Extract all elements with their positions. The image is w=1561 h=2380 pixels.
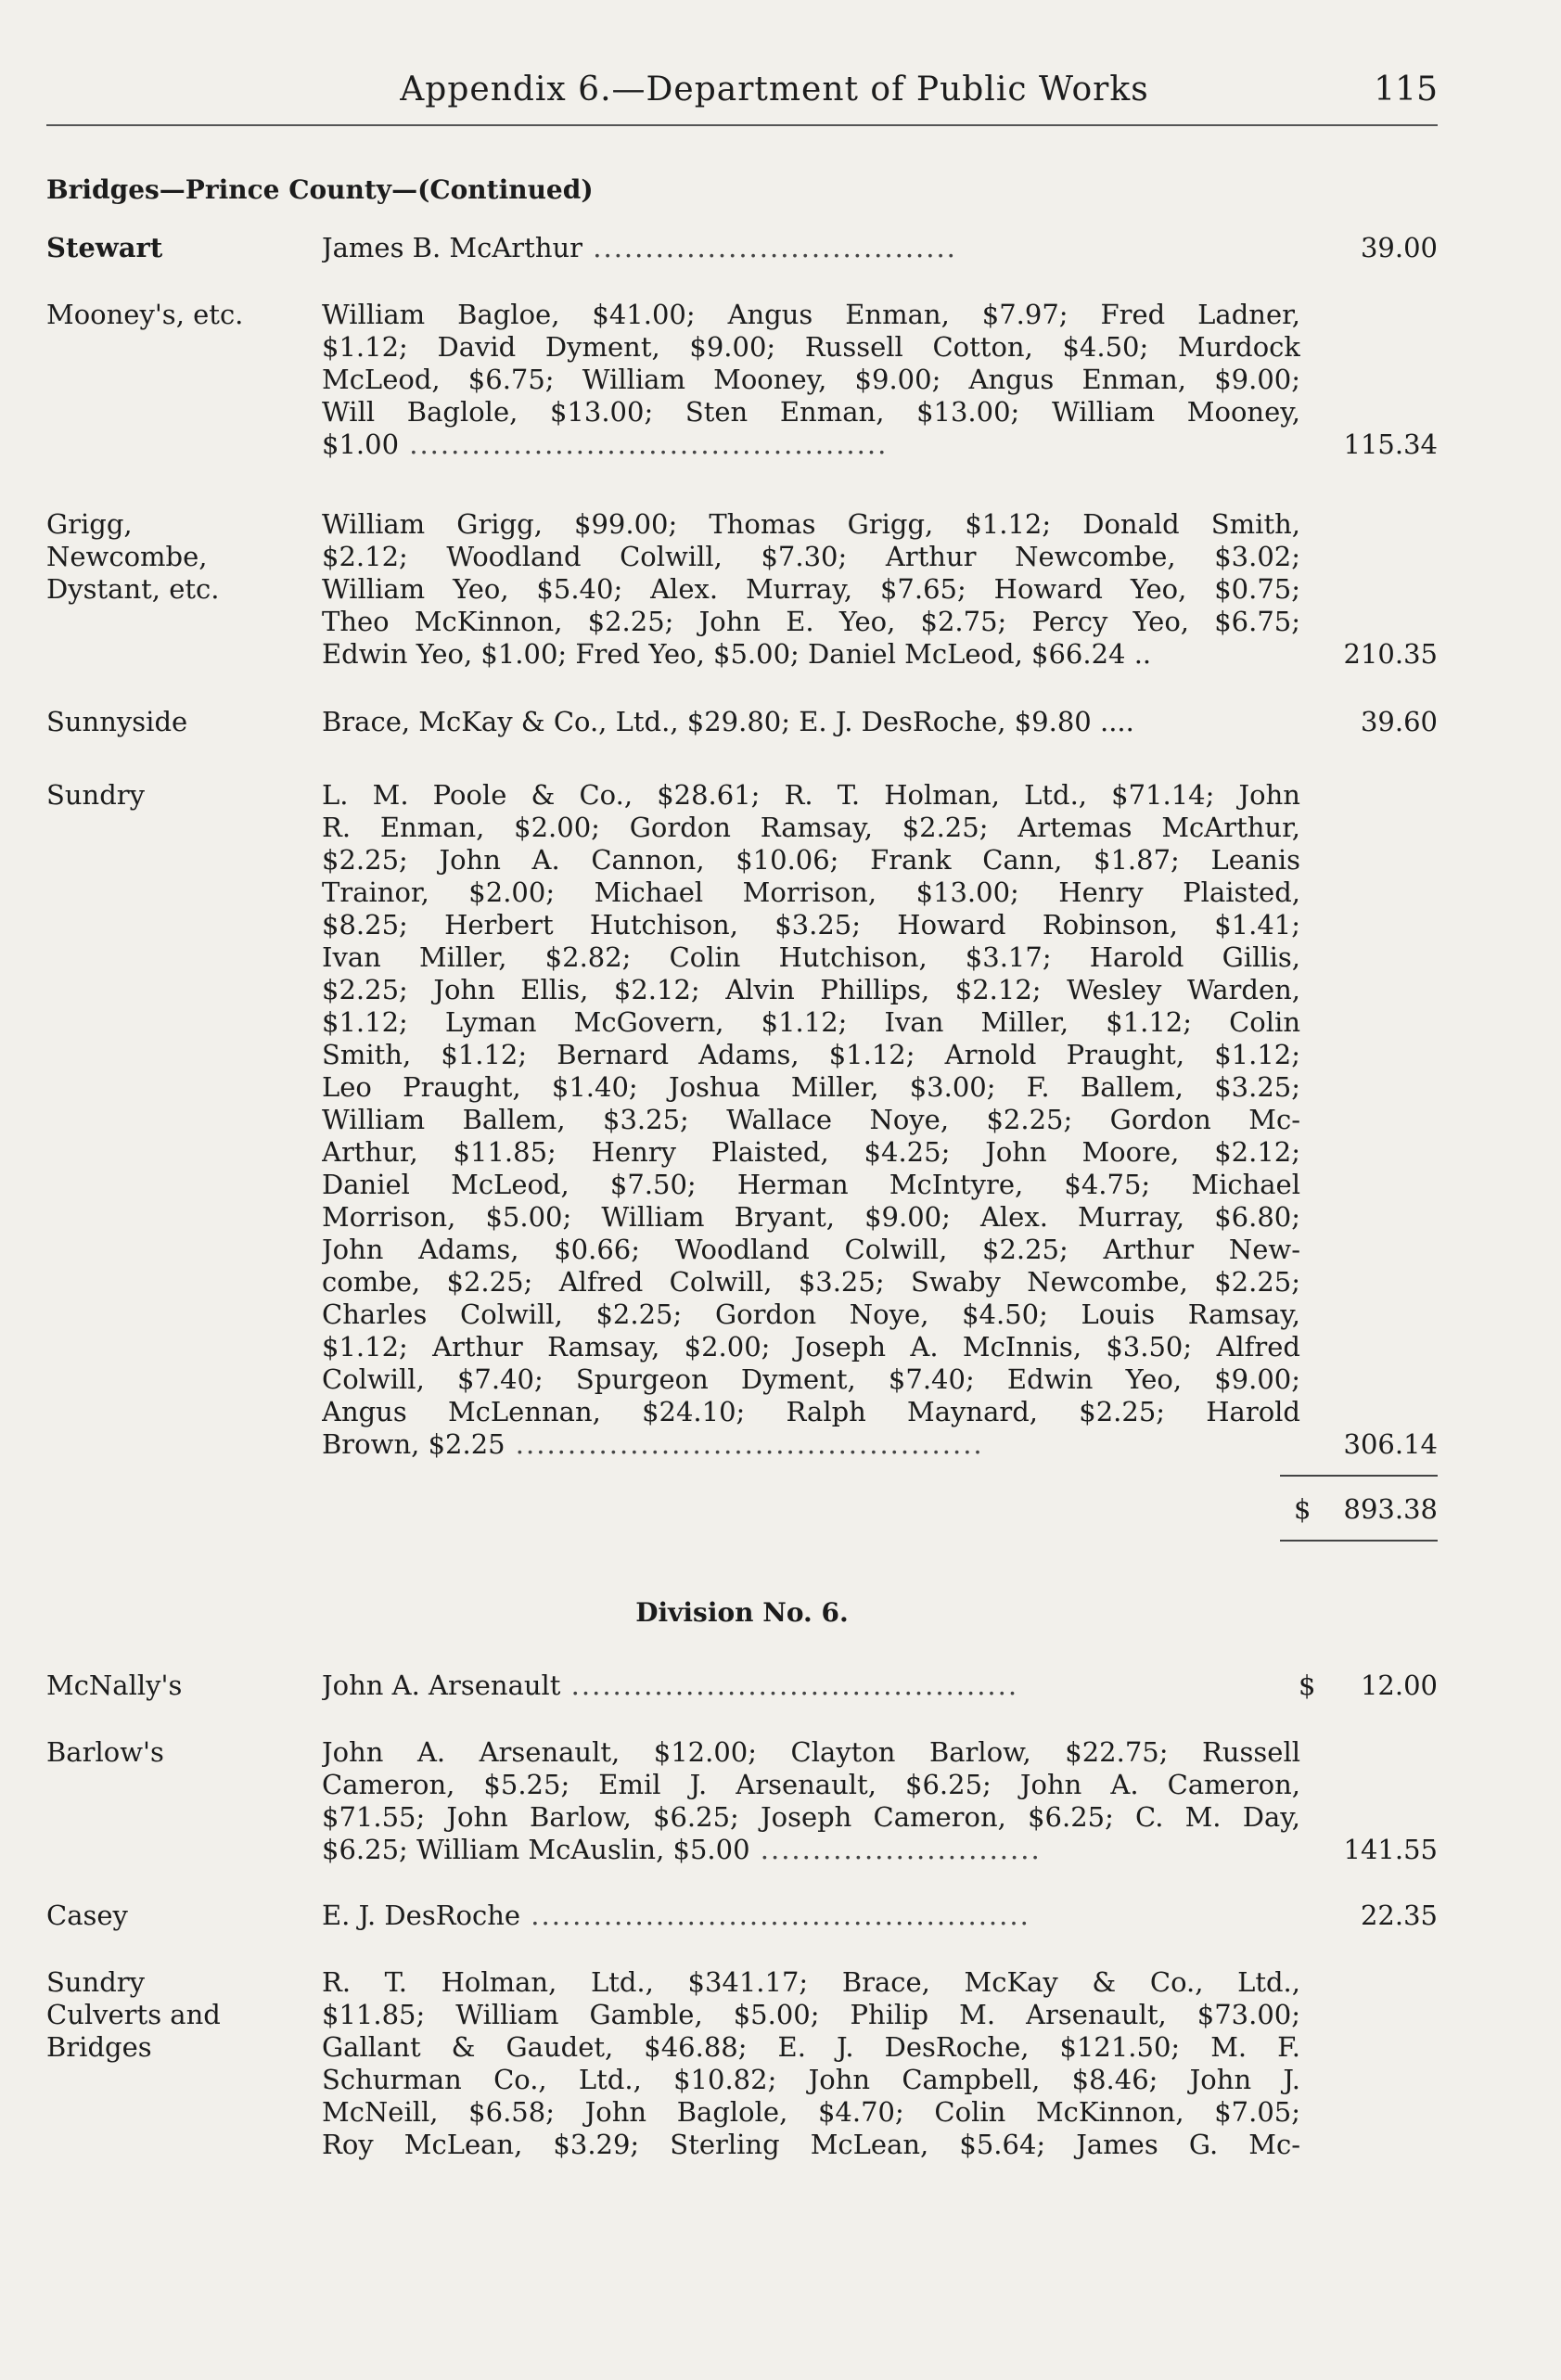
entry-label: Barlow's (46, 1736, 164, 1768)
entry-text (322, 1670, 1300, 1702)
entry-sundry-culverts (46, 1966, 1438, 2166)
entry-line: Brown, $2.25 ............................................. (322, 1428, 984, 1460)
entry-line: Leo Praught, $1.40; Joshua Miller, $3.00; F. Ballem, $3.25; (322, 1071, 1300, 1103)
entry-grigg (46, 508, 1438, 675)
entry-line: $71.55; John Barlow, $6.25; Joseph Cameron, $6.25; C. M. Day, (322, 1801, 1300, 1833)
entry-line: Angus McLennan, $24.10; Ralph Maynard, $2.25; Harold (322, 1396, 1300, 1427)
label-line: Culverts and (46, 1999, 221, 2030)
entry-line: Morrison, $5.00; William Bryant, $9.00; Alex. Murray, $6.80; (322, 1201, 1300, 1233)
label-line: Sundry (46, 1966, 146, 1998)
entry-line: $8.25; Herbert Hutchison, $3.25; Howard Robinson, $1.41; (322, 909, 1300, 940)
entry-line: Theo McKinnon, $2.25; John E. Yeo, $2.75; Percy Yeo, $6.75; (322, 606, 1300, 637)
total-rule-top (1280, 1475, 1438, 1477)
entry-line: Trainor, $2.00; Michael Morrison, $13.00; Henry Plaisted, (322, 877, 1300, 908)
page-number: 115 (1374, 70, 1438, 109)
entry-text (322, 1736, 1300, 1866)
division-heading: Division No. 6. (635, 1597, 849, 1628)
entry-line: James B. McArthur ................................... (322, 232, 957, 263)
entry-line: $1.12; Arthur Ramsay, $2.00; Joseph A. McInnis, $3.50; Alfred (322, 1331, 1300, 1363)
entry-amount: 210.35 (1343, 638, 1438, 670)
entry-amount: 306.14 (1343, 1428, 1438, 1460)
entry-text (322, 1900, 1300, 1932)
entry-amount: 141.55 (1343, 1834, 1438, 1865)
entry-line: William Yeo, $5.40; Alex. Murray, $7.65; Howard Yeo, $0.75; (322, 573, 1300, 605)
entry-line: R. Enman, $2.00; Gordon Ramsay, $2.25; Artemas McArthur, (322, 812, 1300, 843)
entry-line: E. J. DesRoche ................................................ (322, 1900, 1030, 1931)
entry-line: $2.12; Woodland Colwill, $7.30; Arthur Newcombe, $3.02; (322, 541, 1300, 572)
entry-amount: 115.34 (1343, 429, 1438, 460)
entry-text (322, 706, 1300, 738)
entry-line: Brace, McKay & Co., Ltd., $29.80; E. J. DesRoche, $9.80 .... (322, 706, 1134, 737)
entry-label: Mooney's, etc. (46, 299, 244, 330)
entry-line: L. M. Poole & Co., $28.61; R. T. Holman, Ltd., $71.14; John (322, 779, 1300, 811)
entry-dollar-sign: $ (1299, 1670, 1316, 1701)
entry-text (322, 508, 1300, 671)
entry-line: $1.12; David Dyment, $9.00; Russell Cotton, $4.50; Murdock (322, 331, 1300, 363)
entry-line: Ivan Miller, $2.82; Colin Hutchison, $3.17; Harold Gillis, (322, 941, 1300, 973)
entry-line: William Ballem, $3.25; Wallace Noye, $2.25; Gordon Mc- (322, 1104, 1300, 1135)
entry-line: William Grigg, $99.00; Thomas Grigg, $1.12; Donald Smith, (322, 508, 1300, 540)
entry-label: McNally's (46, 1670, 183, 1701)
entry-text (322, 232, 1300, 264)
entry-line: combe, $2.25; Alfred Colwill, $3.25; Swaby Newcombe, $2.25; (322, 1266, 1300, 1298)
entry-label: Sundry (46, 779, 146, 811)
total-amount: 893.38 (1343, 1493, 1438, 1525)
entry-label (46, 508, 315, 606)
entry-line: R. T. Holman, Ltd., $341.17; Brace, McKay & Co., Ltd., (322, 1966, 1300, 1998)
entry-amount: 39.60 (1360, 706, 1438, 737)
entry-amount: 22.35 (1360, 1900, 1438, 1931)
entry-line: Daniel McLeod, $7.50; Herman McIntyre, $4.75; Michael (322, 1169, 1300, 1200)
entry-line: Charles Colwill, $2.25; Gordon Noye, $4.50; Louis Ramsay, (322, 1299, 1300, 1330)
total-rule-bottom (1280, 1540, 1438, 1542)
entry-line: Will Baglole, $13.00; Sten Enman, $13.00; William Mooney, (322, 396, 1300, 428)
entry-line: $2.25; John Ellis, $2.12; Alvin Phillips, $2.12; Wesley Warden, (322, 974, 1300, 1005)
entry-text (322, 299, 1300, 461)
entry-label: Casey (46, 1900, 128, 1931)
total-dollar-sign: $ (1294, 1493, 1311, 1525)
label-line: Newcombe, (46, 541, 208, 572)
entry-line: Cameron, $5.25; Emil J. Arsenault, $6.25; John A. Cameron, (322, 1769, 1300, 1800)
entry-line: $11.85; William Gamble, $5.00; Philip M. Arsenault, $73.00; (322, 1999, 1300, 2030)
entry-line: Arthur, $11.85; Henry Plaisted, $4.25; John Moore, $2.12; (322, 1136, 1300, 1168)
entry-line: Gallant & Gaudet, $46.88; E. J. DesRoche, $121.50; M. F. (322, 2031, 1300, 2063)
entry-label: Sunnyside (46, 706, 188, 737)
page-header (46, 59, 1438, 130)
entry-line: John A. Arsenault, $12.00; Clayton Barlow, $22.75; Russell (322, 1736, 1300, 1768)
entry-line: John Adams, $0.66; Woodland Colwill, $2.25; Arthur New- (322, 1234, 1300, 1265)
entry-stewart (46, 232, 1438, 269)
entry-line: $1.12; Lyman McGovern, $1.12; Ivan Miller, $1.12; Colin (322, 1006, 1300, 1038)
entry-line: John A. Arsenault ........................................... (322, 1670, 1019, 1701)
entry-label (46, 1966, 315, 2064)
entry-text (322, 779, 1300, 1461)
entry-sunnyside (46, 706, 1438, 743)
page-title: Appendix 6.—Department of Public Works (400, 70, 1149, 109)
entry-line: Roy McLean, $3.29; Sterling McLean, $5.64; James G. Mc- (322, 2129, 1300, 2160)
label-line: Dystant, etc. (46, 573, 220, 605)
entry-label: Stewart (46, 232, 163, 263)
entry-mooneys (46, 299, 1438, 466)
entry-casey (46, 1900, 1438, 1937)
label-line: Bridges (46, 2031, 152, 2063)
entry-amount: 39.00 (1360, 232, 1438, 263)
entry-line: $6.25; William McAuslin, $5.00 ........................... (322, 1834, 1042, 1865)
entry-mcnallys (46, 1670, 1438, 1707)
label-line: Grigg, (46, 508, 133, 540)
entry-line: Smith, $1.12; Bernard Adams, $1.12; Arnold Praught, $1.12; (322, 1039, 1300, 1070)
header-rule (46, 124, 1438, 126)
entry-line: $2.25; John A. Cannon, $10.06; Frank Cann, $1.87; Leanis (322, 844, 1300, 876)
entry-line: $1.00 .............................................. (322, 429, 889, 460)
entry-line: Edwin Yeo, $1.00; Fred Yeo, $5.00; Daniel McLeod, $66.24 .. (322, 638, 1152, 670)
entry-sundry (46, 779, 1438, 1465)
section-heading: Bridges—Prince County—(Continued) (46, 174, 594, 205)
entry-line: Colwill, $7.40; Spurgeon Dyment, $7.40; Edwin Yeo, $9.00; (322, 1363, 1300, 1395)
entry-line: McNeill, $6.58; John Baglole, $4.70; Colin McKinnon, $7.05; (322, 2096, 1300, 2128)
entry-line: Schurman Co., Ltd., $10.82; John Campbell, $8.46; John J. (322, 2064, 1300, 2095)
entry-line: William Bagloe, $41.00; Angus Enman, $7.97; Fred Ladner, (322, 299, 1300, 330)
entry-amount: 12.00 (1360, 1670, 1438, 1701)
entry-line: McLeod, $6.75; William Mooney, $9.00; Angus Enman, $9.00; (322, 364, 1300, 395)
entry-barlows (46, 1736, 1438, 1871)
entry-text (322, 1966, 1300, 2161)
